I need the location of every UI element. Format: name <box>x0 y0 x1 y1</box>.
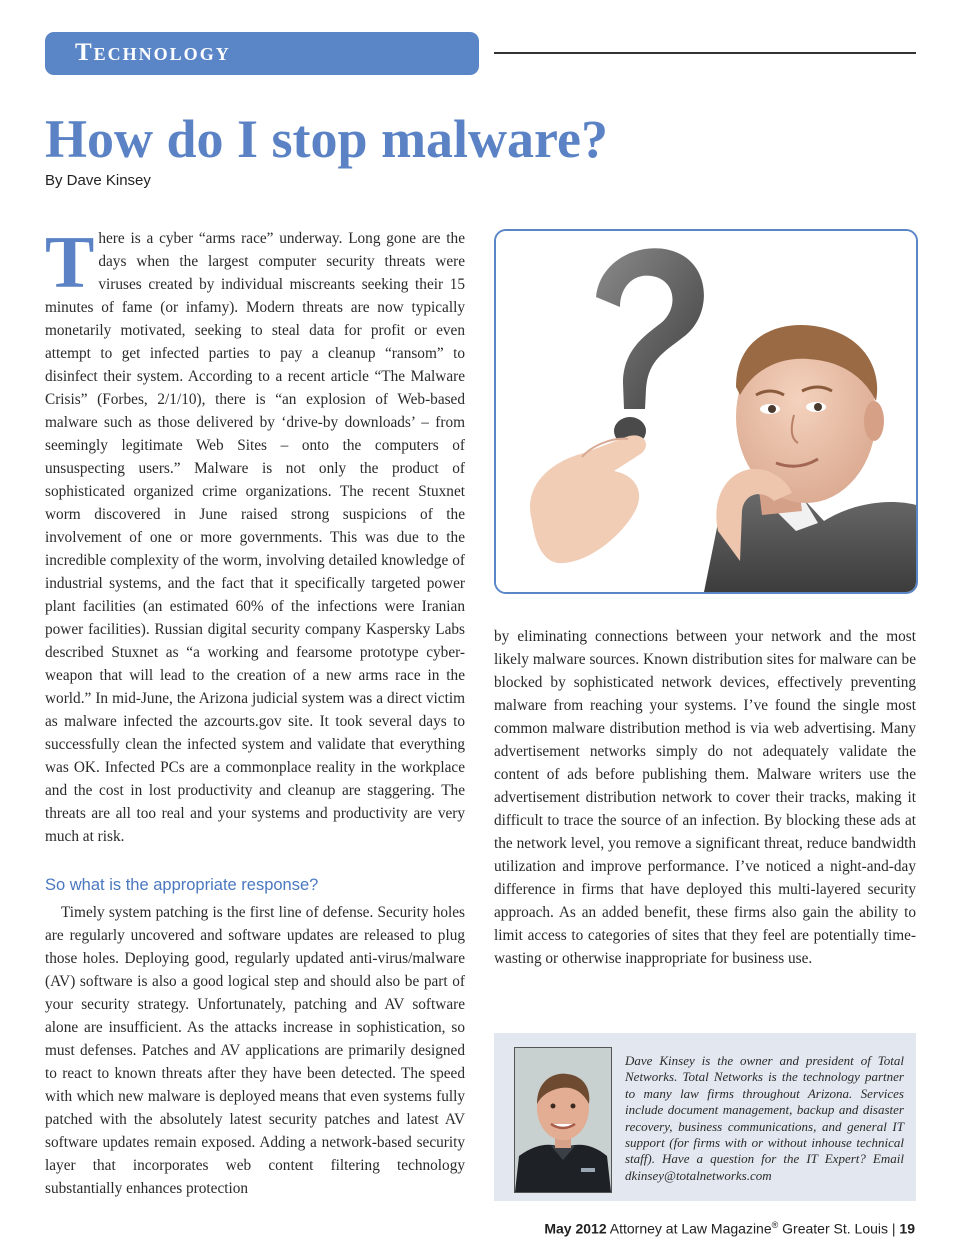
page-number: 19 <box>899 1220 915 1237</box>
page-footer <box>544 1220 915 1237</box>
header-rule <box>494 52 916 54</box>
paragraph-continuation: by eliminating connections between your network and the most likely malware sources. Known distribution sites for malware can be blocked by sophisticated network devices, effectively preventing malware from reaching your systems. I’ve found the single most common malware distribution method is via web advertising. Many advertisement networks simply do not adequately validate the content of ads before publishing them. Malware writers use the advertisement distribution network to cover their tracks, making it difficult to trace the source of an infection. By blocking these ads at the network level, you remove a significant threat, reduce bandwidth utilization and improve performance. I’ve noticed a night-and-day difference in firms that have deployed this multi-layered security approach. As an added benefit, these firms also gain the ability to limit access to categories of sites that they feel are potentially time-wasting or otherwise inappropriate for business use. <box>494 628 916 967</box>
paragraph-response: Timely system patching is the first line of defense. Security holes are regularly uncovered and software updates are released to plug those holes. Deploying good, regularly updated anti-virus/malware (AV) software is also a good logical step and should also be part of your security strategy. Unfortunately, patching and AV software alone are insufficient. As the attacks increase in sophistication, so must defenses. Patches and AV applications are primarily designed to react to known threats after they have been detected. The speed with which new malware is deployed means that even systems fully patched with the absolutely latest security patches and latest AV software updates remain exposed. Adding a network-based security layer that incorporates web content filtering technology substantially enhances protection <box>45 904 465 1197</box>
issue-date: May 2012 <box>544 1220 607 1237</box>
author-bio-text: Dave Kinsey is the owner and president of Total Networks. Total Networks is the technology partner to many law firms throughout Arizona. Services include document management, backup and disaster recovery, business communications, and general IT support (for firms with or without inhouse technical staff). Have a question for the IT Expert? Email dkinsey@totalnetworks.com <box>625 1053 904 1183</box>
paragraph-intro <box>45 222 465 848</box>
author-photo <box>514 1047 612 1193</box>
author-bio-box <box>494 1033 916 1201</box>
article-photo <box>494 229 918 594</box>
section-label: Technology <box>75 39 231 66</box>
subheading: So what is the appropriate response? <box>45 876 319 894</box>
registered-mark: ® <box>771 1220 779 1230</box>
publication-name: Attorney at Law Magazine <box>609 1220 772 1237</box>
article-column-right <box>494 625 916 970</box>
byline: By Dave Kinsey <box>45 172 151 189</box>
drop-cap: T <box>45 222 95 304</box>
footer-separator: | <box>891 1220 896 1237</box>
article-title: How do I stop malware? <box>45 109 609 169</box>
paragraph-intro-text: here is a cyber “arms race” underway. Long gone are the days when the largest computer security threats were viruses created by individual miscreants seeking their 15 minutes of fame (or infamy). Modern threats are now typically monetarily motivated, seeking to steal data for profit or even attempt to get infected parties to pay a cleanup “ransom” to disinfect their system. According to a recent article “The Malware Crisis” (Forbes, 2/1/10), there is “an explosion of Web-based malware such as those delivered by ‘drive-by downloads’ – from seemingly legitimate Web Sites – onto the computers of unsuspecting users.” Malware is not only the product of sophisticated organized crime organizations. The recent Stuxnet worm discovered in June raised strong suspicions of the involvement of one or more governments. This was due to the incredible complexity of the worm, involving detailed knowledge of industrial systems, and the fact that it specifically targeted power plant facilities (an estimated 60% of the infections were Iranian power facilities). Russian digital security company Kaspersky Labs described Stuxnet as “a working and fearsome prototype cyber-weapon that will lead to the creation of a new arms race in the world.” In mid-June, the Arizona judicial system was a direct victim as malware infected the azcourts.gov site. It took several days to successfully clean the infected system and validate that everything was OK. Infected PCs are a commonplace reality in the workplace and the cost in lost productivity and cleanup are staggering. The threats are all too real and your systems and productivity are very much at risk. <box>45 230 465 845</box>
article-column-left <box>45 222 465 1200</box>
edition-name: Greater St. Louis <box>782 1220 888 1237</box>
section-tab <box>45 32 479 75</box>
man-with-question-mark-image <box>496 231 916 592</box>
author-portrait-image <box>515 1048 611 1192</box>
